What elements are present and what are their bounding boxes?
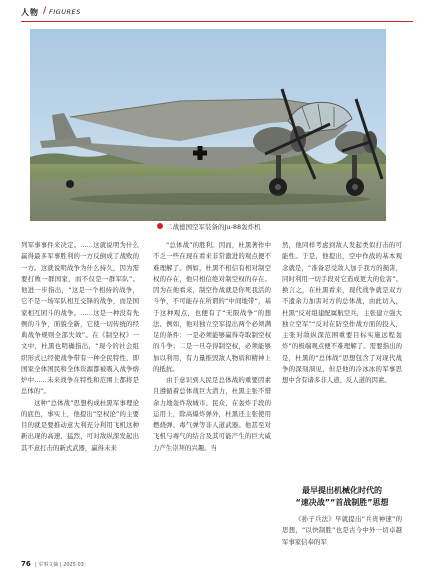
paragraph: 这种“总体战”思想构成杜黑军事理论的底色，事实上，他提出“空权论”的主要目的就是要推动意大利充分利用飞机这种新出现的高速、猛烈、可对敌纵深发起出其不意打击的新式武器，赢得未来	[21, 398, 139, 452]
text-column-3-continued	[282, 514, 402, 548]
text-column-3	[282, 240, 402, 386]
bomber-photo	[30, 29, 386, 221]
page-header	[21, 7, 413, 23]
header-rule	[21, 21, 413, 22]
text-column-2	[153, 240, 271, 454]
caption-bullet-icon	[157, 223, 163, 229]
page-number: 76	[21, 560, 31, 568]
section-subheading	[282, 485, 402, 509]
section-slash: /	[43, 6, 47, 16]
section-title: 人物	[21, 8, 39, 17]
paragraph: 列军事事件来决定。……这就说明为什么赢得最多军事胜利的一方反倒成了战败的一方。这就说明战争为什么持久，因为需要打败一群国家，而不仅是一群军队”。他进一步指出，“这是一个相持的战争，它不是一场军队相互交锋的战争，而是国家相互困斗的战争。……这是一种没有先例的斗争，面貌全新，它使一切传统的经典战争规则全部失效”。在《制空权》一文中，杜黑也明确指出，“现今的社会组织形式已经使战争带有一种全民特性，即国家全体国民和全体资源都被吸入战争熔炉中……未来战争在特性和范围上都将是总体的”。	[21, 241, 139, 396]
caption-text: 二战德国空军装备的Ju-88轰炸机	[166, 223, 261, 231]
paragraph: 由于意识到人民是总体战的重要因素且遵循着总体战巨大潜力，杜黑主张不惜余力地轰炸敌城市、民众，在轰炸手段的运用上，除高爆炸弹外，杜黑还主张使用燃烧弹、毒气弹等非人道武器。他甚至对飞机与毒气的结合及其可能产生的巨大威力产生崇拜的兴趣。当	[153, 376, 271, 452]
photo-caption	[157, 222, 357, 232]
subheading-line-2: “速决战”“首战制胜”思想	[295, 498, 389, 507]
section-title-en: FIGURES	[49, 8, 81, 16]
paragraph: 《孙子兵法》早就提出“兵贵神速”的思想，“以快制胜”也是古今中外一切卓越军事家信奉的军	[282, 515, 402, 546]
subheading-line-1: 最早提出机械化时代的	[302, 486, 382, 495]
paragraph: “总体战”的胜利。因而，杜黑著作中不乏一些在现在看来非常激进的观点便不难理解了。例如，杜黑不相信有相对制空权的存在，他只相信绝对制空权的存在。因为在他看来，制空作战就是你死我活的斗争，不可能存在所谓的“中间地带”，基于这种观点，也便有了“无限战争”的想法。例如，他对独立空军提出两个必须满足的条件：一是必须能够赢得夺取制空权的斗争；二是一旦夺得制空权，必须能够加以利用，有力量推毁敌人物质和精神上的抵抗。	[153, 241, 271, 373]
journal-info: | 军事文摘 | 2025.03	[35, 562, 84, 568]
paragraph: 然，他同样考虑到敌人发起类似打击的可能性。于是，他提出，空中作战的基本观念就是，“准备忍受敌人加于我方的损害，同时利用一切手段对它造成更大的危害”。换言之，在杜黑看来，现代战争就是双方不遗余力加害对方的总体战，由此切入，杜黑“反对组建配属航空兵，主张建立强大独立空军”“反对在防空作战方面的投入，主张对敌纵深范围重要目标实施远程轰炸”的极端观点便不难理解了。需要指出的是，杜黑的“总体战”思想包含了对现代战争的深刻洞见，但是他的冷冰冰的军事思想中含有诸多非人道、反人道的因素。	[282, 241, 402, 384]
text-column-1	[21, 240, 139, 454]
